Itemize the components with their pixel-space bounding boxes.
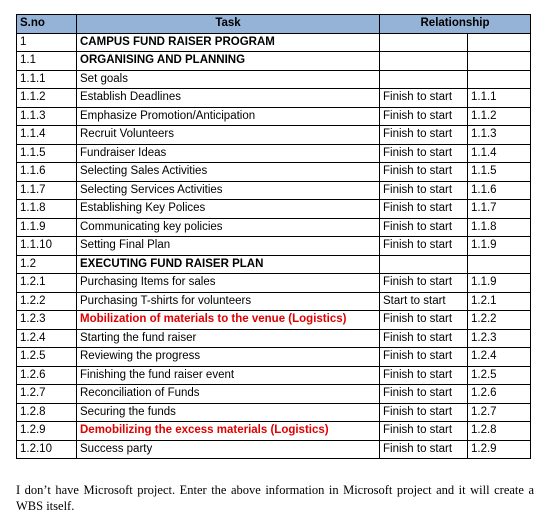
predecessor-cell: 1.1.3 (468, 126, 531, 145)
predecessor-cell: 1.1.1 (468, 89, 531, 108)
task-cell: Reconciliation of Funds (77, 385, 380, 404)
sno-cell: 1.2.1 (17, 274, 77, 293)
task-cell: CAMPUS FUND RAISER PROGRAM (77, 33, 380, 52)
table-row (17, 274, 531, 293)
relationship-cell: Start to start (380, 292, 468, 311)
predecessor-cell: 1.1.4 (468, 144, 531, 163)
sno-cell: 1.1.5 (17, 144, 77, 163)
sno-cell: 1.2.5 (17, 348, 77, 367)
relationship-cell: Finish to start (380, 385, 468, 404)
sno-cell: 1.2.10 (17, 440, 77, 459)
predecessor-cell: 1.2.5 (468, 366, 531, 385)
table-row (17, 33, 531, 52)
predecessor-cell: 1.2.3 (468, 329, 531, 348)
predecessor-cell (468, 255, 531, 274)
sno-header: S.no (17, 15, 77, 34)
table-row (17, 348, 531, 367)
table-row (17, 366, 531, 385)
relationship-cell (380, 52, 468, 71)
footer-note: I don’t have Microsoft project. Enter the above information in Microsoft project and it will create a WBS itself. (16, 483, 534, 513)
sno-cell: 1.1.9 (17, 218, 77, 237)
relationship-header: Relationship (380, 15, 531, 34)
task-header: Task (77, 15, 380, 34)
relationship-cell: Finish to start (380, 107, 468, 126)
table-row (17, 311, 531, 330)
task-cell: Fundraiser Ideas (77, 144, 380, 163)
task-cell: Finishing the fund raiser event (77, 366, 380, 385)
table-row (17, 70, 531, 89)
table-row (17, 292, 531, 311)
sno-cell: 1.1.3 (17, 107, 77, 126)
predecessor-cell: 1.1.9 (468, 237, 531, 256)
sno-cell: 1.2.9 (17, 422, 77, 441)
predecessor-cell: 1.2.9 (468, 440, 531, 459)
task-cell: Establish Deadlines (77, 89, 380, 108)
table-header-row (17, 15, 531, 34)
predecessor-cell: 1.2.1 (468, 292, 531, 311)
task-cell: Starting the fund raiser (77, 329, 380, 348)
table-row (17, 200, 531, 219)
relationship-cell: Finish to start (380, 89, 468, 108)
relationship-cell (380, 70, 468, 89)
predecessor-cell: 1.1.2 (468, 107, 531, 126)
task-cell: Establishing Key Polices (77, 200, 380, 219)
predecessor-cell: 1.1.7 (468, 200, 531, 219)
sno-cell: 1.1.10 (17, 237, 77, 256)
task-cell: Reviewing the progress (77, 348, 380, 367)
relationship-cell (380, 255, 468, 274)
table-row (17, 440, 531, 459)
sno-cell: 1.1.2 (17, 89, 77, 108)
relationship-cell: Finish to start (380, 422, 468, 441)
relationship-cell: Finish to start (380, 181, 468, 200)
relationship-cell: Finish to start (380, 144, 468, 163)
sno-cell: 1.2.8 (17, 403, 77, 422)
relationship-cell: Finish to start (380, 126, 468, 145)
table-row (17, 163, 531, 182)
task-cell: Emphasize Promotion/Anticipation (77, 107, 380, 126)
sno-cell: 1.1.8 (17, 200, 77, 219)
table-row (17, 126, 531, 145)
relationship-cell (380, 33, 468, 52)
task-cell: Purchasing T-shirts for volunteers (77, 292, 380, 311)
relationship-cell: Finish to start (380, 237, 468, 256)
predecessor-cell (468, 70, 531, 89)
predecessor-cell: 1.1.8 (468, 218, 531, 237)
sno-cell: 1.2.6 (17, 366, 77, 385)
table-row (17, 218, 531, 237)
task-cell: Demobilizing the excess materials (Logistics) (77, 422, 380, 441)
relationship-cell: Finish to start (380, 200, 468, 219)
predecessor-cell: 1.2.6 (468, 385, 531, 404)
sno-cell: 1.2.4 (17, 329, 77, 348)
predecessor-cell: 1.1.6 (468, 181, 531, 200)
relationship-cell: Finish to start (380, 163, 468, 182)
table-row (17, 89, 531, 108)
predecessor-cell (468, 52, 531, 71)
table-row (17, 52, 531, 71)
sno-cell: 1.1.4 (17, 126, 77, 145)
predecessor-cell: 1.2.4 (468, 348, 531, 367)
table-row (17, 144, 531, 163)
task-cell: Mobilization of materials to the venue (Logistics) (77, 311, 380, 330)
table-row (17, 107, 531, 126)
table-row (17, 403, 531, 422)
sno-cell: 1.2 (17, 255, 77, 274)
task-cell: Securing the funds (77, 403, 380, 422)
task-cell: Purchasing Items for sales (77, 274, 380, 293)
table-row (17, 385, 531, 404)
sno-cell: 1 (17, 33, 77, 52)
predecessor-cell (468, 33, 531, 52)
sno-cell: 1.1.1 (17, 70, 77, 89)
task-cell: Recruit Volunteers (77, 126, 380, 145)
relationship-cell: Finish to start (380, 311, 468, 330)
task-cell: EXECUTING FUND RAISER PLAN (77, 255, 380, 274)
table-row (17, 181, 531, 200)
relationship-cell: Finish to start (380, 218, 468, 237)
predecessor-cell: 1.2.7 (468, 403, 531, 422)
sno-cell: 1.2.3 (17, 311, 77, 330)
task-cell: Communicating key policies (77, 218, 380, 237)
table-row (17, 255, 531, 274)
sno-cell: 1.2.2 (17, 292, 77, 311)
task-cell: Selecting Services Activities (77, 181, 380, 200)
relationship-cell: Finish to start (380, 403, 468, 422)
predecessor-cell: 1.2.8 (468, 422, 531, 441)
relationship-cell: Finish to start (380, 274, 468, 293)
sno-cell: 1.1.6 (17, 163, 77, 182)
task-cell: Setting Final Plan (77, 237, 380, 256)
sno-cell: 1.2.7 (17, 385, 77, 404)
task-cell: Selecting Sales Activities (77, 163, 380, 182)
table-row (17, 329, 531, 348)
relationship-cell: Finish to start (380, 329, 468, 348)
sno-cell: 1.1.7 (17, 181, 77, 200)
table-row (17, 422, 531, 441)
task-cell: Set goals (77, 70, 380, 89)
relationship-cell: Finish to start (380, 440, 468, 459)
predecessor-cell: 1.2.2 (468, 311, 531, 330)
table-row (17, 237, 531, 256)
relationship-cell: Finish to start (380, 348, 468, 367)
predecessor-cell: 1.1.5 (468, 163, 531, 182)
table-body (17, 33, 531, 459)
wbs-table (16, 14, 531, 459)
task-cell: ORGANISING AND PLANNING (77, 52, 380, 71)
predecessor-cell: 1.1.9 (468, 274, 531, 293)
sno-cell: 1.1 (17, 52, 77, 71)
task-cell: Success party (77, 440, 380, 459)
relationship-cell: Finish to start (380, 366, 468, 385)
